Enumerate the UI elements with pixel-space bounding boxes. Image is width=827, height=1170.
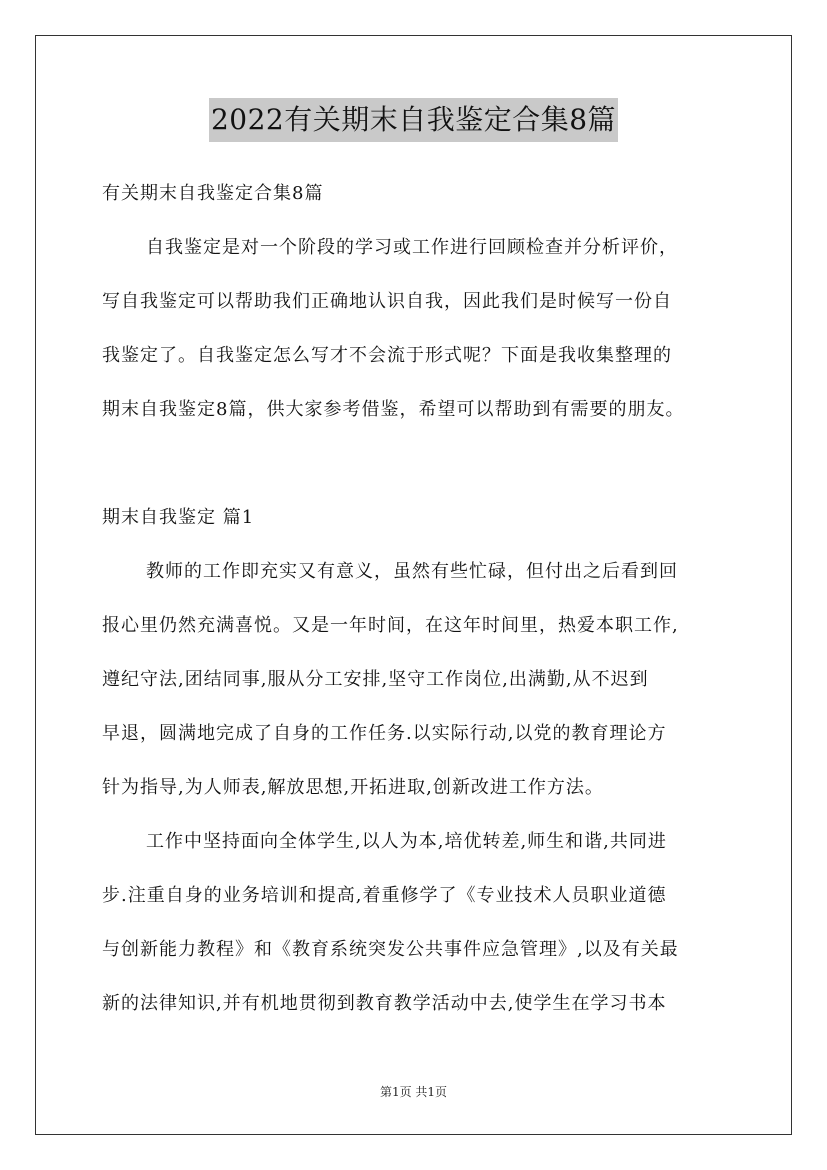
paragraph-line: 步.注重自身的业务培训和提高,着重修学了《专业技术人员职业道德 — [102, 885, 667, 906]
paragraph-line: 教师的工作即充实又有意义，虽然有些忙碌，但付出之后看到回 — [146, 561, 678, 582]
paragraph-line: 工作中坚持面向全体学生,以人为本,培优转差,师生和谐,共同进 — [146, 831, 667, 852]
intro-line: 我鉴定了。自我鉴定怎么写才不会流于形式呢？下面是我收集整理的 — [102, 345, 672, 366]
intro-line: 期末自我鉴定8篇，供大家参考借鉴，希望可以帮助到有需要的朋友。 — [102, 399, 685, 420]
paragraph-line: 早退，圆满地完成了自身的工作任务.以实际行动,以党的教育理论方 — [102, 723, 667, 744]
document-subtitle: 有关期末自我鉴定合集8篇 — [102, 183, 324, 204]
paragraph-line: 新的法律知识,并有机地贯彻到教育教学活动中去,使学生在学习书本 — [102, 993, 667, 1014]
paragraph-line: 与创新能力教程》和《教育系统突发公共事件应急管理》,以及有关最 — [102, 939, 679, 960]
section-heading: 期末自我鉴定 篇1 — [102, 507, 255, 528]
paragraph-line: 报心里仍然充满喜悦。又是一年时间，在这年时间里，热爱本职工作, — [102, 615, 679, 636]
document-title: 2022有关期末自我鉴定合集8篇 — [209, 98, 618, 142]
page-footer: 第1页 共1页 — [379, 1085, 448, 1099]
intro-line: 自我鉴定是对一个阶段的学习或工作进行回顾检查并分析评价， — [146, 237, 678, 258]
paragraph-line: 针为指导,为人师表,解放思想,开拓进取,创新改进工作方法。 — [102, 777, 604, 798]
intro-line: 写自我鉴定可以帮助我们正确地认识自我，因此我们是时候写一份自 — [102, 291, 672, 312]
paragraph-line: 遵纪守法,团结同事,服从分工安排,坚守工作岗位,出满勤,从不迟到 — [102, 669, 649, 690]
title-wrap — [0, 98, 827, 142]
